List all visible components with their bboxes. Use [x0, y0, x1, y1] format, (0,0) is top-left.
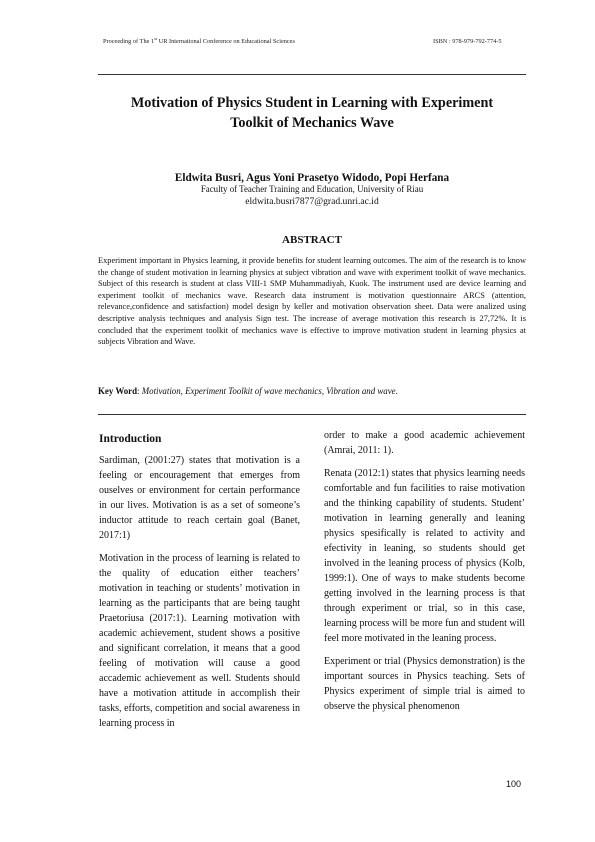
header-divider — [98, 74, 526, 75]
abstract-heading: ABSTRACT — [282, 234, 342, 246]
paper-title — [98, 93, 526, 133]
running-header-proceeding: Proceeding of The 1st UR International Conference on Educational Sciences — [103, 35, 295, 45]
running-header-isbn: ISBN : 978-979-792-774-5 — [433, 38, 502, 45]
author-email: eldwita.busri7877@grad.unri.ac.id — [245, 196, 379, 207]
body-right-column — [324, 428, 525, 722]
abstract-body: Experiment important in Physics learning, it provide benefits for student learning outcomes. The aim of the research is to know the change of student motivation in learning physics at subject vibration and wave with experiment toolkit of wave mechanics. Subject of this research is student at class VIII-1 SMP Muhammadiyah, Kuok. The instrument used are device learning and experiment toolkit of mechanics wave. Research data instrument is motivation questionnaire ARCS (attention, relevance,confidence and satisfaction) model design by keller and motivation observation sheet. Data were analized using descriptive analysis techniques and analysis Sign test. The increase of average motivation this research is 27,72%. It is concluded that the experiment toolkit of mechanics wave is effective to improve motivation student in learning physics at subjects Vibration and Wave. — [98, 256, 526, 347]
paper-title-line-2: Toolkit of Mechanics Wave — [230, 115, 394, 131]
section-heading-introduction: Introduction — [99, 433, 162, 445]
paragraph: Renata (2012:1) states that physics learning needs comfortable and fun facilities to raise motivation and the thinking capability of students. Student’ motivation in learning generally and leaning physics spesifically is related to activity and efectivity in leaning, so students should get involved in the leaning process of physics (Kolb, 1999:1). One of ways to make students become getting involved in the learning process is that through experiment or trial, so in this case, learning process will be more fun and student will feel more motivated in the leaning process. — [324, 468, 525, 644]
paragraph: Experiment or trial (Physics demonstration) is the important sources in Physics teaching. Sets of Physics experiment of simple trial is aimed to observe the physical phenomenon — [324, 656, 525, 712]
body-left-column — [99, 430, 300, 739]
author-affiliation: Faculty of Teacher Training and Education, University of Riau — [200, 184, 424, 194]
keywords-label: Key Word — [98, 386, 138, 396]
paper-title-line-1: Motivation of Physics Student in Learning with Experiment — [130, 95, 494, 111]
paragraph: order to make a good academic achievement (Amrai, 2011: 1). — [324, 430, 525, 456]
keywords-line: Key Word: Motivation, Experiment Toolkit of wave mechanics, Vibration and wave. — [98, 386, 398, 396]
paragraph: Motivation in the process of learning is related to the quality of education either teachers’ motivation in teaching or students’ motivation in learning as the participants that are being taught Praetoriusa (2017:1). Learning motivation with academic achievement, student shows a positive and significant correlation, it means that a good feeling of motivation will cause a good accademic achievement as well. Students should have a motivation attitude in accomplish their tasks, efforts, competition and social awareness in learning process in — [99, 553, 300, 729]
abstract-divider — [98, 414, 526, 415]
keywords-value: Motivation, Experiment Toolkit of wave mechanics, Vibration and wave — [141, 386, 396, 396]
paper-authors: Eldwita Busri, Agus Yoni Prasetyo Widodo, Popi Herfana — [174, 172, 450, 184]
page-number: 100 — [506, 779, 522, 789]
paragraph: Sardiman, (2001:27) states that motivation is a feeling or encouragement that emerges from ouselves or environment for certain performance in our lives. Motivation is as a set of someone’s inductor attitude to reach certain goal (Banet, 2017:1) — [99, 455, 300, 541]
